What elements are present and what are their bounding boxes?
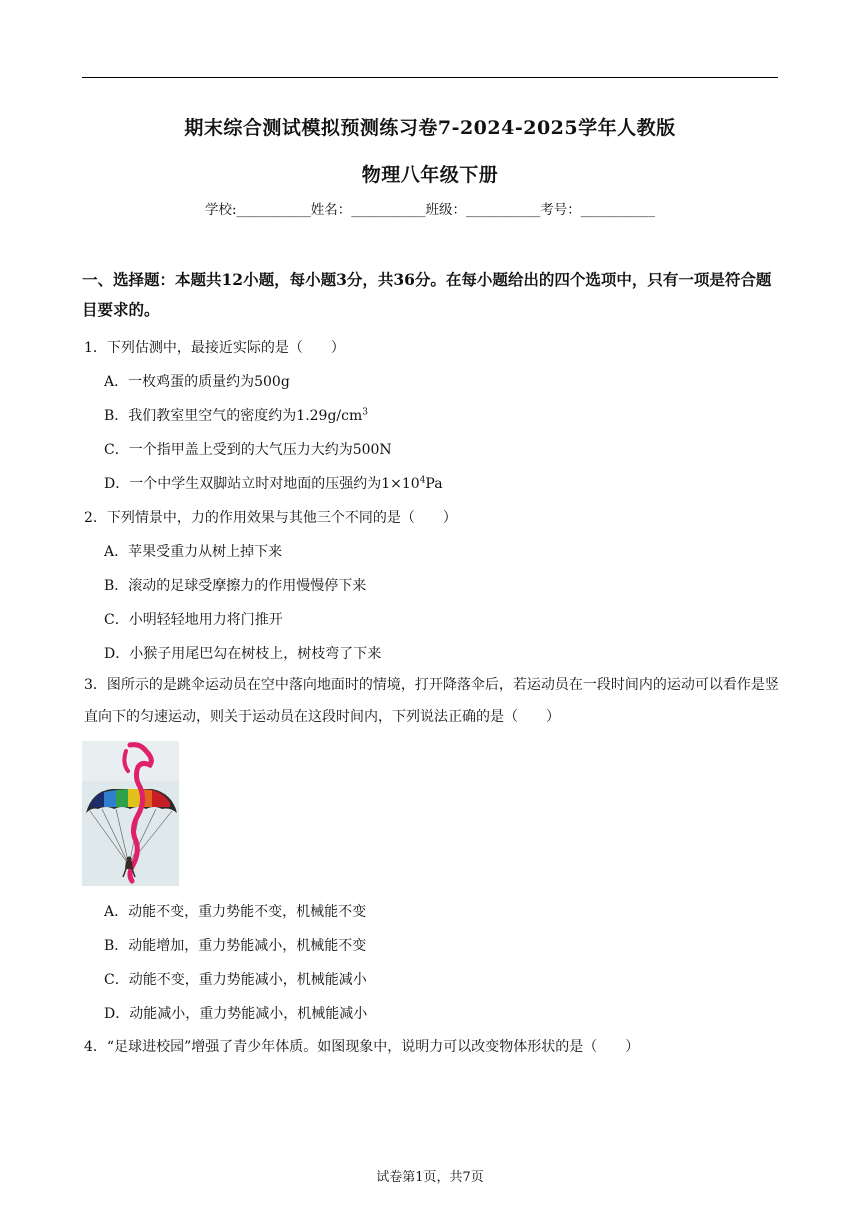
question-3-option-c: C．动能不变，重力势能减小，机械能减小 bbox=[104, 972, 367, 988]
question-2-stem: 2．下列情景中，力的作用效果与其他三个不同的是（ ） bbox=[84, 510, 457, 526]
question-1-option-d: D．一个中学生双脚站立时对地面的压强约为$1\times 10^4Pa$ bbox=[104, 475, 443, 492]
question-2-option-a: A．苹果受重力从树上掉下来 bbox=[104, 544, 283, 560]
question-1-option-a: A．一枚鸡蛋的质量约为500g bbox=[104, 374, 290, 390]
student-info-line: 学校:___________姓名：___________班级：___________考号：___________ bbox=[204, 202, 656, 218]
question-2-option-b: B．滚动的足球受摩擦力的作用慢慢停下来 bbox=[104, 578, 367, 594]
question-3-option-b: B．动能增加，重力势能减小，机械能不变 bbox=[104, 938, 367, 954]
question-1-option-b: B．我们教室里空气的密度约为$1.29g/cm^3$ bbox=[104, 407, 368, 424]
question-3-option-a: A．动能不变，重力势能不变，机械能不变 bbox=[104, 904, 367, 920]
question-3-option-d: D．动能减小，重力势能减小，机械能减小 bbox=[104, 1006, 368, 1022]
question-3-stem: 3．图所示的是跳伞运动员在空中落向地面时的情境，打开降落伞后，若运动员在一段时间内的运动可以看作是竖直向下的匀速运动，则关于运动员在这段时间内，下列说法正确的是（ ） bbox=[84, 677, 779, 725]
section-heading: 一、选择题：本题共12小题，每小题3分，共36分。在每小题给出的四个选项中，只有一项是符合题目要求的。 bbox=[82, 270, 772, 319]
page-footer: 试卷第1页，共7页 bbox=[376, 1170, 484, 1185]
top-rule bbox=[82, 77, 778, 78]
question-1-stem: 1．下列估测中，最接近实际的是（ ） bbox=[84, 340, 345, 356]
question-4-stem: 4．“足球进校园”增强了青少年体质。如图现象中，说明力可以改变物体形状的是（ ） bbox=[84, 1039, 640, 1055]
paper-title-line1: 期末综合测试模拟预测练习卷7-2024-2025学年人教版 bbox=[184, 117, 676, 139]
question-1-option-c: C．一个指甲盖上受到的大气压力大约为500N bbox=[104, 442, 392, 458]
parachutist-photo bbox=[82, 741, 179, 886]
question-2-option-d: D．小猴子用尾巴勾在树枝上，树枝弯了下来 bbox=[104, 646, 382, 662]
paper-title-line2: 物理八年级下册 bbox=[361, 164, 499, 186]
question-2-option-c: C．小明轻轻地用力将门推开 bbox=[104, 612, 283, 628]
